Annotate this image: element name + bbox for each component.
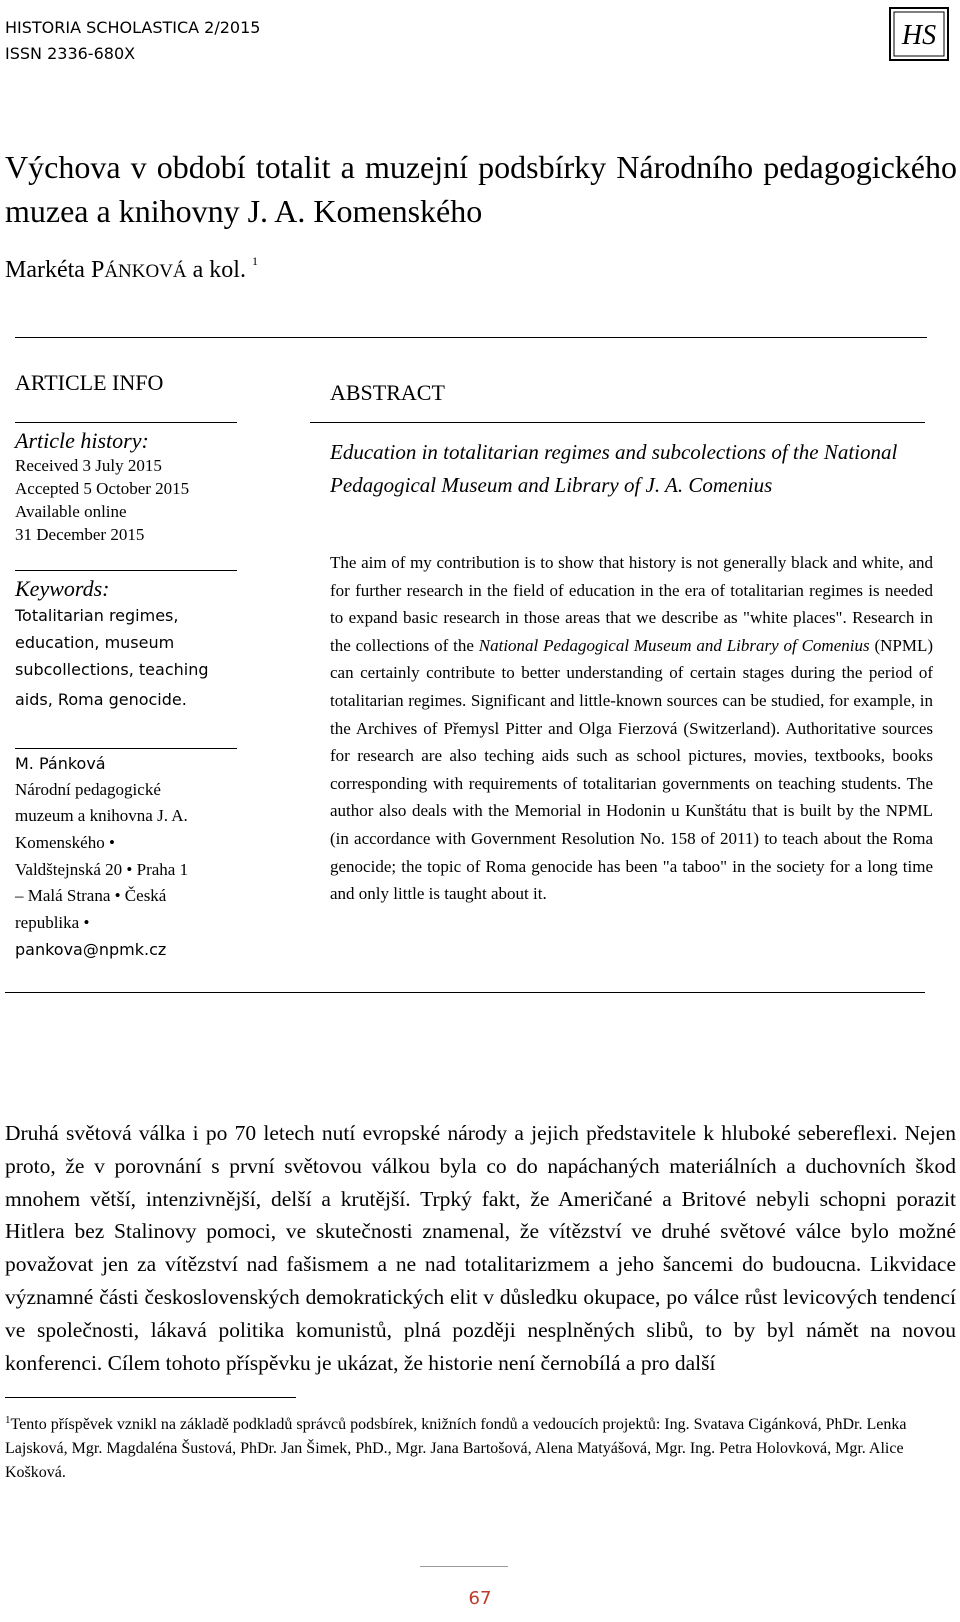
article-info-divider — [15, 422, 237, 423]
abstract-divider — [310, 422, 925, 423]
footnote — [5, 1408, 956, 1485]
available-label: Available online — [15, 502, 127, 521]
abstract-text-part-1: The aim of my contribution is to show that history is not generally black and white, and for further research in the field of education in the era of totalitarian regimes is needed to expand basic research in those areas that we describe as "white places". Research in the collections of the — [330, 553, 933, 655]
author-surname: ÁNKOVÁ — [104, 261, 187, 282]
author-footnote-mark[interactable]: 1 — [251, 254, 258, 268]
contact-line-5: – Malá Strana • Česká — [15, 886, 167, 905]
abstract-heading: ABSTRACT — [330, 380, 445, 405]
top-divider — [15, 337, 927, 338]
received-date: Received 3 July 2015 — [15, 456, 162, 475]
contact-line-3: Komenského • — [15, 833, 115, 852]
contact-line-6: republika • — [15, 913, 90, 932]
logo-text: HS — [901, 20, 937, 51]
abstract-bottom-divider — [5, 992, 925, 993]
page-number-divider — [420, 1566, 508, 1567]
author-suffix: a kol. — [186, 257, 246, 283]
footnote-divider — [5, 1397, 296, 1398]
footnote-mark: 1 — [5, 1414, 11, 1426]
article-history-label: Article history: — [15, 428, 149, 453]
article-info-heading: ARTICLE INFO — [15, 370, 164, 395]
keywords-line-1: Totalitarian regimes, — [15, 606, 179, 625]
journal-logo — [888, 6, 950, 62]
footnote-text: Tento příspěvek vznikl na základě podkladů správců podsbírek, knižních fondů a vedoucích projektů: Ing. Svatava Cigánková, PhDr. Lenka Lajsková, Mgr. Magdaléna Šustová, PhDr. Jan Šimek, PhD., Mgr. Jana Bartošová, Alena Matyášová, Mgr. Ing. Petra Holovková, Mgr. Alice Košková. — [5, 1416, 907, 1481]
keywords-line-2: education, museum — [15, 633, 175, 652]
contact-line-1: Národní pedagogické — [15, 780, 161, 799]
contact-name: M. Pánková — [15, 754, 106, 773]
page-number: 67 — [468, 1588, 492, 1609]
author-first: Markéta P — [5, 257, 105, 283]
body-paragraph: Druhá světová válka i po 70 letech nutí evropské národy a jejich představitele k hluboké sebereflexi. Nejen proto, že v porovnání s první světovou válkou byla co do napáchaných materiálních a duchovních škod mnohem větší, intenzivnější, delší a krutější. Trpký fakt, že Američané a Britové nebyli schopni porazit Hitlera bez Stalinovy pomoci, ve skutečnosti znamenal, že vítězství ve druhé světové válce bylo možné považovat jen za vítězství nad fašismem a ne nad totalitarizmem a jeho šancemi do budoucna. Likvidace významné části československých demokratických elit v důsledku okupace, po válce růst levicových tendencí ve společnosti, lákavá politika komunistů, plná později nesplněných slibů, to by byl námět na novou konferenci. Cílem tohoto příspěvku je ukázat, že historie není černobílá a pro další — [5, 1121, 956, 1375]
contact-line-2: muzeum a knihovna J. A. — [15, 806, 188, 825]
keywords-line-3: subcollections, teaching — [15, 660, 209, 679]
article-author — [5, 246, 258, 287]
abstract-title: Education in totalitarian regimes and subcolections of the National Pedagogical Museum and Library of J. A. Comenius — [330, 440, 898, 497]
available-date: 31 December 2015 — [15, 525, 145, 544]
keywords-label: Keywords: — [15, 576, 110, 601]
contact-divider — [15, 748, 237, 749]
keywords-divider — [15, 570, 237, 571]
abstract-text — [330, 549, 933, 908]
journal-title: HISTORIA SCHOLASTICA 2/2015 — [5, 18, 261, 37]
journal-issn: ISSN 2336-680X — [5, 44, 136, 63]
article-title: Výchova v období totalit a muzejní podsbírky Národního pedagogického muzea a knihovny J. A. Komenského — [5, 149, 957, 229]
contact-email[interactable]: pankova@npmk.cz — [15, 940, 167, 959]
keywords-line-4: aids, Roma genocide. — [15, 690, 187, 709]
abstract-text-italic: National Pedagogical Museum and Library of Comenius — [478, 635, 870, 655]
contact-line-4: Valdštejnská 20 • Praha 1 — [15, 860, 189, 879]
accepted-date: Accepted 5 October 2015 — [15, 479, 190, 498]
abstract-text-part-2: (NPML) can certainly contribute to better understanding of certain stages during the period of totalitarian regimes. Significant and little-known sources can be studied, for example, in the Archives of Přemysl Pitter and Olga Fierzová (Switzerland). Authoritative sources for research are also teching aids such as school pictures, movies, textbooks, books corresponding with requirements of totalitarian governments on teaching students. The author also deals with the Memorial in Hodonin u Kunštátu that is built by the NPML (in accordance with Government Resolution No. 158 of 2011) to teach about the Roma genocide; the topic of Roma genocide has been "a taboo" in the society for a long time and only little is taught about it. — [330, 635, 933, 904]
